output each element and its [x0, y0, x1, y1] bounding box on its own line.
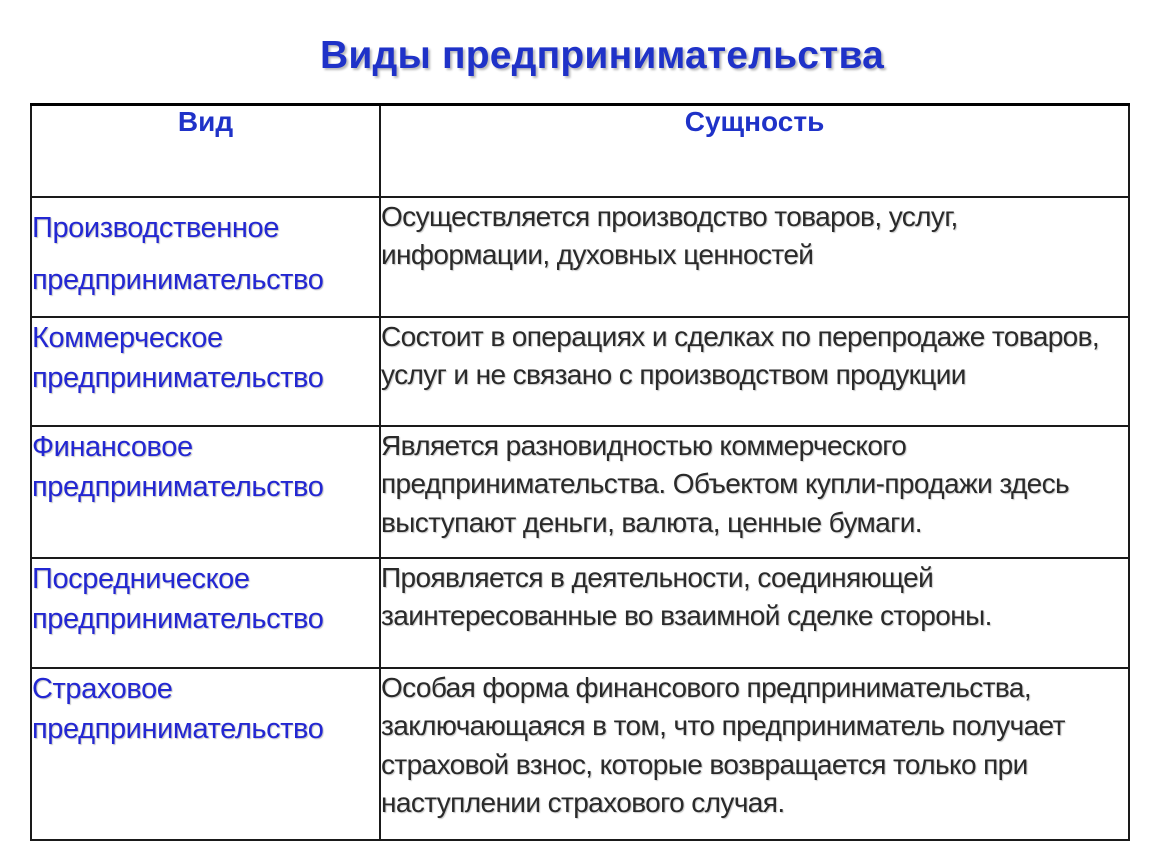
kind-cell: Производственное предпринимательство [31, 197, 380, 317]
kind-cell: Коммерческое предпринимательство [31, 317, 380, 426]
essence-cell: Является разновидностью коммерческого предпринимательства. Объектом купли-продажи здесь выступают деньги, валюта, ценные бумаги. [380, 426, 1129, 558]
table-row [31, 558, 1129, 668]
essence-cell: Осуществляется производство товаров, услуг, информации, духовных ценностей [380, 197, 1129, 317]
essence-cell: Состоит в операциях и сделках по перепродаже товаров, услуг и не связано с производством продукции [380, 317, 1129, 426]
table-row [31, 426, 1129, 558]
page-title: Виды предпринимательства [319, 34, 885, 77]
kind-cell: Финансовое предпринимательство [31, 426, 380, 558]
kind-cell: Посредническое предпринимательство [31, 558, 380, 668]
essence-cell: Проявляется в деятельности, соединяющей заинтересованные во взаимной сделке стороны. [380, 558, 1129, 668]
essence-cell: Особая форма финансового предпринимательства, заключающаяся в том, что предприниматель получает страховой взнос, которые возвращается только при наступлении страхового случая. [380, 668, 1129, 840]
table-row [31, 668, 1129, 840]
column-header-kind: Вид [31, 105, 380, 197]
column-header-essence: Сущность [380, 105, 1129, 197]
table-row [31, 317, 1129, 426]
types-table [30, 103, 1130, 841]
table-row [31, 197, 1129, 317]
table-header-row [31, 105, 1129, 197]
kind-cell: Страховое предпринимательство [31, 668, 380, 840]
